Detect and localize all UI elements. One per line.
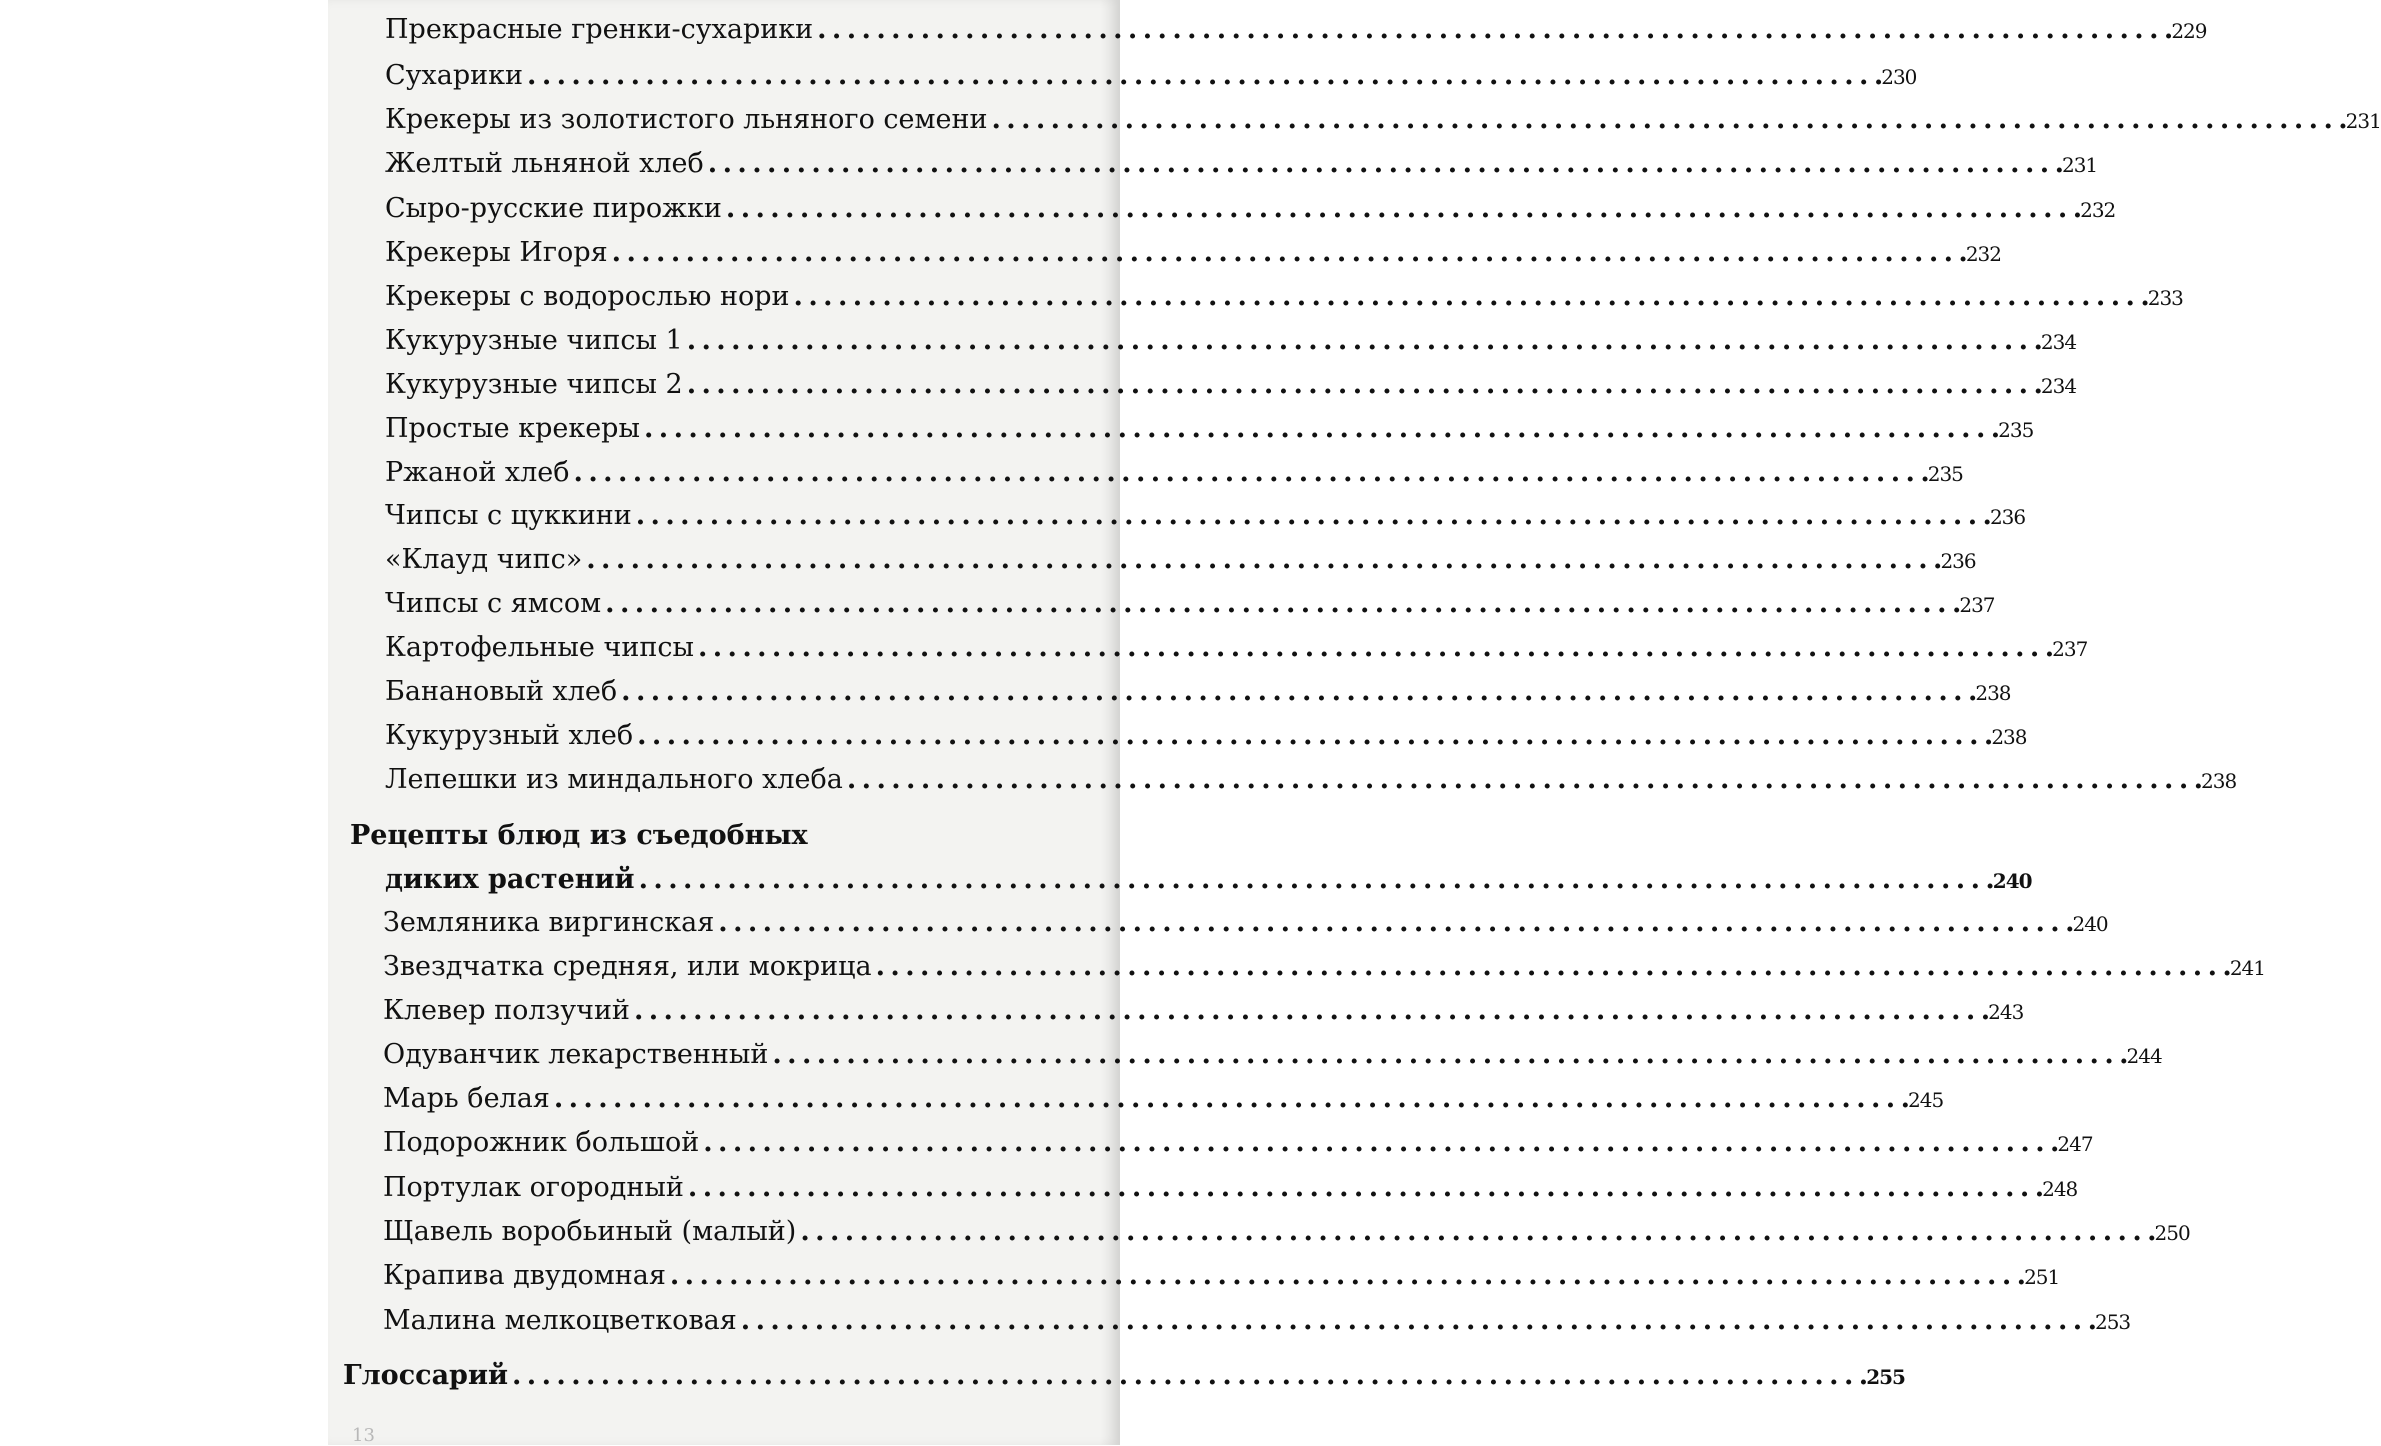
toc-entry: Кукурузные чипсы 2 . . . 234 (385, 369, 1118, 400)
toc-entry: Малина мелкоцветковая . . . 253 (383, 1305, 1116, 1336)
page-number: 13 (352, 1425, 375, 1446)
toc-entry: Крекеры Игоря . . . 232 (385, 237, 1118, 268)
toc-entry: Звездчатка средняя, или мокрица . . . 241 (383, 951, 1116, 982)
section-heading: Рецепты блюд из съедобных (350, 820, 808, 851)
toc-entry: Крапива двудомная . . . 251 (383, 1260, 1116, 1291)
toc-entry: Простые крекеры . . . 235 (385, 413, 1118, 444)
toc-entry: Чипсы с цуккини . . . 236 (385, 500, 1118, 531)
toc-entry: «Клауд чипс» . . . 236 (385, 544, 1118, 575)
toc-entry: Прекрасные гренки-сухарики . . . 229 (385, 14, 1118, 45)
toc-entry: Земляника виргинская . . . 240 (383, 907, 1116, 938)
toc-entry: Желтый льняной хлеб . . . 231 (385, 148, 1118, 179)
toc-entry: Картофельные чипсы . . . 237 (385, 632, 1118, 663)
toc-entry: Крекеры из золотистого льняного семени . . . 231 (385, 104, 1118, 135)
toc-entry: Марь белая . . . 245 (383, 1083, 1116, 1114)
toc-entry: Кукурузные чипсы 1 . . . 234 (385, 325, 1118, 356)
toc-entry: Лепешки из миндального хлеба . . . 238 (385, 764, 1118, 795)
toc-entry: Портулак огородный . . . 248 (383, 1172, 1116, 1203)
toc-entry: Кукурузный хлеб . . . 238 (385, 720, 1118, 751)
toc-entry: Подорожник большой . . . 247 (383, 1127, 1116, 1158)
toc-entry: Ржаной хлеб . . . 235 (385, 457, 1118, 488)
toc-entry: Сыро-русские пирожки . . . 232 (385, 193, 1118, 224)
toc-entry-glossary: Глоссарий . . . 255 (343, 1360, 1100, 1391)
section-heading-line2: диких растений . . . 240 (385, 864, 1118, 895)
toc-entry: Щавель воробьиный (малый) . . . 250 (383, 1216, 1116, 1247)
toc-entry: Крекеры с водорослью нори . . . 233 (385, 281, 1118, 312)
toc-entry: Сухарики . . . 230 (385, 60, 1118, 91)
toc-entry: Чипсы с ямсом . . . 237 (385, 588, 1118, 619)
toc-entry: Банановый хлеб . . . 238 (385, 676, 1118, 707)
toc-entry: Клевер ползучий . . . 243 (383, 995, 1116, 1026)
toc-entry: Одуванчик лекарственный . . . 244 (383, 1039, 1116, 1070)
